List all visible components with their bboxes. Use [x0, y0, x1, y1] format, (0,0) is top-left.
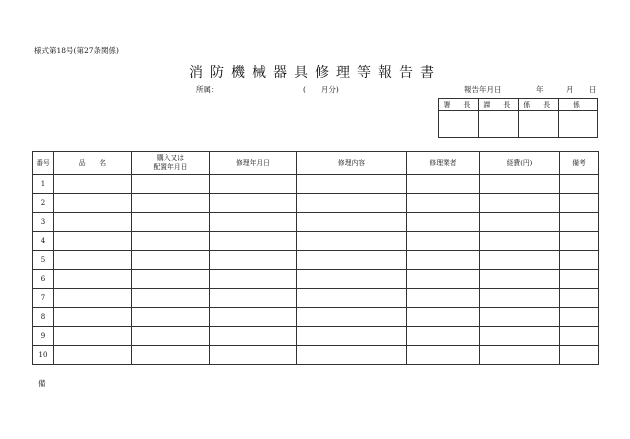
row-number: 3 — [33, 213, 54, 232]
table-cell[interactable] — [132, 308, 210, 327]
table-row — [33, 289, 599, 308]
table-cell[interactable] — [480, 270, 560, 289]
table-cell[interactable] — [210, 327, 297, 346]
table-row — [33, 251, 599, 270]
table-cell[interactable] — [54, 213, 132, 232]
table-cell[interactable] — [54, 232, 132, 251]
report-date-year: 年 — [536, 85, 544, 94]
table-cell[interactable] — [297, 232, 407, 251]
table-cell[interactable] — [297, 308, 407, 327]
row-number: 1 — [33, 175, 54, 194]
table-cell[interactable] — [560, 194, 599, 213]
row-number: 4 — [33, 232, 54, 251]
table-cell[interactable] — [210, 175, 297, 194]
table-cell[interactable] — [54, 270, 132, 289]
table-cell[interactable] — [560, 270, 599, 289]
table-cell[interactable] — [407, 251, 480, 270]
table-cell[interactable] — [54, 346, 132, 365]
table-cell[interactable] — [480, 251, 560, 270]
table-cell[interactable] — [54, 327, 132, 346]
table-cell[interactable] — [210, 270, 297, 289]
approval-header-subsection-chief: 係 長 — [518, 99, 558, 111]
row-number: 5 — [33, 251, 54, 270]
row-number: 2 — [33, 194, 54, 213]
table-cell[interactable] — [132, 213, 210, 232]
approval-header-section-chief: 課 長 — [478, 99, 518, 111]
table-cell[interactable] — [407, 270, 480, 289]
table-row — [33, 194, 599, 213]
column-header: 経費(円) — [480, 152, 560, 175]
table-cell[interactable] — [560, 308, 599, 327]
table-body — [33, 175, 599, 365]
table-cell[interactable] — [560, 327, 599, 346]
table-cell[interactable] — [132, 232, 210, 251]
table-cell[interactable] — [132, 194, 210, 213]
row-number: 10 — [33, 346, 54, 365]
table-cell[interactable] — [480, 327, 560, 346]
table-cell[interactable] — [407, 308, 480, 327]
table-cell[interactable] — [54, 251, 132, 270]
table-cell[interactable] — [210, 289, 297, 308]
row-number: 6 — [33, 270, 54, 289]
table-cell[interactable] — [297, 327, 407, 346]
table-cell[interactable] — [560, 213, 599, 232]
table-cell[interactable] — [480, 194, 560, 213]
table-cell[interactable] — [210, 251, 297, 270]
column-header: 修理年月日 — [210, 152, 297, 175]
table-cell[interactable] — [407, 346, 480, 365]
table-cell[interactable] — [54, 289, 132, 308]
table-cell[interactable] — [54, 175, 132, 194]
table-cell[interactable] — [407, 213, 480, 232]
table-cell[interactable] — [210, 346, 297, 365]
table-row — [33, 175, 599, 194]
table-cell[interactable] — [297, 251, 407, 270]
approval-stamp-box[interactable] — [439, 111, 479, 138]
column-header: 修理業者 — [407, 152, 480, 175]
table-row — [33, 346, 599, 365]
table-cell[interactable] — [480, 232, 560, 251]
report-date-month: 月 — [566, 85, 574, 94]
column-header: 備考 — [560, 152, 599, 175]
table-cell[interactable] — [210, 194, 297, 213]
approval-stamp-box[interactable] — [558, 111, 597, 138]
table-cell[interactable] — [560, 175, 599, 194]
table-row — [33, 232, 599, 251]
table-cell[interactable] — [132, 175, 210, 194]
table-cell[interactable] — [132, 251, 210, 270]
column-header: 購入又は 配置年月日 — [132, 152, 210, 175]
table-row — [33, 327, 599, 346]
report-date-label: 報告年月日 — [464, 85, 502, 94]
table-cell[interactable] — [210, 213, 297, 232]
affiliation-label: 所属： — [196, 85, 219, 94]
month-label: ( 月分) — [303, 85, 339, 94]
column-header: 番号 — [33, 152, 54, 175]
document-title: 消防機械器具修理等報告書 — [189, 65, 441, 81]
table-cell[interactable] — [560, 232, 599, 251]
table-cell[interactable] — [132, 327, 210, 346]
table-cell[interactable] — [297, 175, 407, 194]
approval-stamp-box[interactable] — [518, 111, 558, 138]
footnote-label: 備 — [38, 379, 46, 388]
table-row — [33, 308, 599, 327]
table-cell[interactable] — [297, 213, 407, 232]
approval-stamp-table — [438, 98, 598, 138]
table-cell[interactable] — [407, 194, 480, 213]
table-cell[interactable] — [297, 346, 407, 365]
table-cell[interactable] — [480, 289, 560, 308]
report-date-day: 日 — [589, 85, 597, 94]
table-cell[interactable] — [210, 232, 297, 251]
table-cell[interactable] — [54, 308, 132, 327]
table-cell[interactable] — [54, 194, 132, 213]
approval-stamp-box[interactable] — [478, 111, 518, 138]
approval-header-staff: 係 — [558, 99, 597, 111]
table-cell[interactable] — [560, 251, 599, 270]
table-cell[interactable] — [480, 346, 560, 365]
column-header: 修理内容 — [297, 152, 407, 175]
form-number: 様式第18号(第27条関係) — [34, 46, 119, 55]
row-number: 8 — [33, 308, 54, 327]
table-cell[interactable] — [560, 346, 599, 365]
table-cell[interactable] — [132, 270, 210, 289]
table-cell[interactable] — [480, 213, 560, 232]
table-cell[interactable] — [560, 289, 599, 308]
row-number: 7 — [33, 289, 54, 308]
repair-report-table — [32, 151, 599, 365]
table-cell[interactable] — [132, 346, 210, 365]
table-cell[interactable] — [297, 270, 407, 289]
row-number: 9 — [33, 327, 54, 346]
table-cell[interactable] — [132, 289, 210, 308]
table-cell[interactable] — [407, 289, 480, 308]
table-cell[interactable] — [297, 194, 407, 213]
table-cell[interactable] — [210, 308, 297, 327]
table-cell[interactable] — [407, 175, 480, 194]
table-cell[interactable] — [480, 175, 560, 194]
table-cell[interactable] — [407, 232, 480, 251]
table-cell[interactable] — [407, 327, 480, 346]
table-cell[interactable] — [480, 308, 560, 327]
table-row — [33, 213, 599, 232]
table-cell[interactable] — [297, 289, 407, 308]
table-row — [33, 270, 599, 289]
column-header: 品 名 — [54, 152, 132, 175]
approval-header-chief: 署 長 — [439, 99, 479, 111]
table-header-row — [33, 152, 599, 175]
